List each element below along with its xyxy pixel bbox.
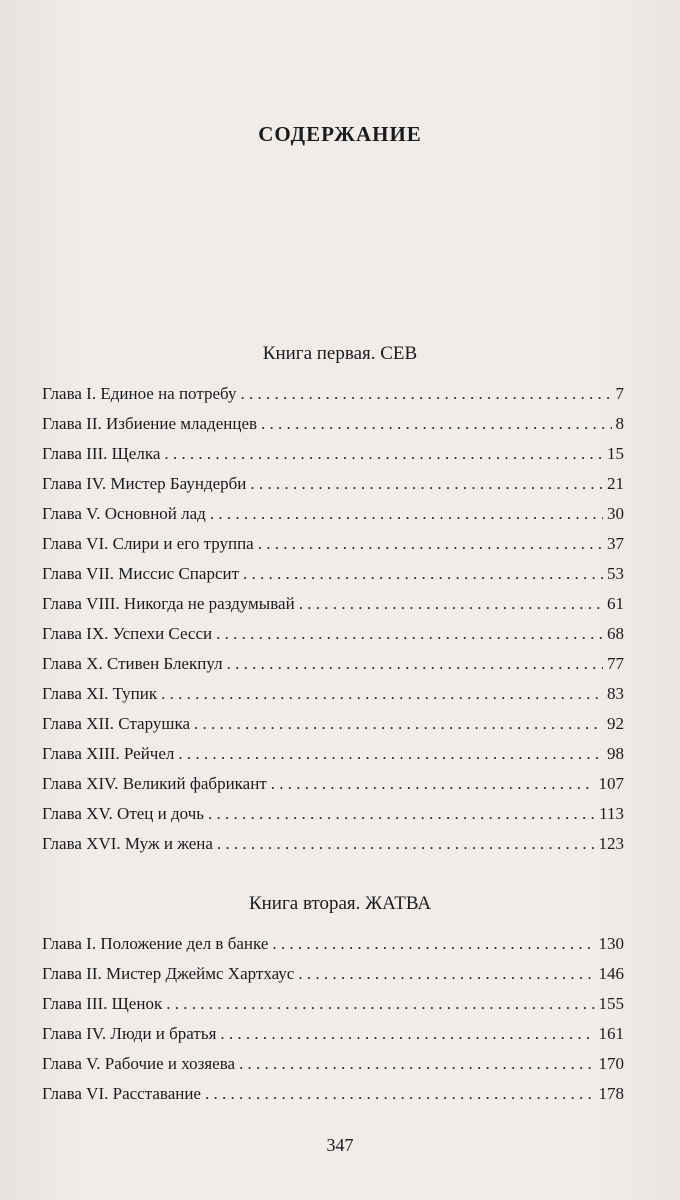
dot-leader (261, 414, 611, 434)
dot-leader (227, 654, 603, 674)
chapter-title: Глава IX. Успехи Сесси (42, 624, 213, 643)
chapter-page-number: 77 (607, 654, 624, 673)
chapter-page-number: 113 (599, 804, 624, 823)
chapter-page-number: 123 (598, 834, 624, 853)
chapter-title: Глава IV. Мистер Баундерби (42, 474, 247, 493)
dot-leader (250, 474, 603, 494)
chapter-page-number: 61 (607, 594, 624, 613)
dot-leader (217, 834, 595, 854)
chapter-page-number: 53 (607, 564, 624, 583)
chapter-title: Глава IV. Люди и братья (42, 1024, 217, 1043)
toc-entry (42, 834, 624, 864)
chapter-title: Глава VII. Миссис Спарсит (42, 564, 240, 583)
chapter-title: Глава V. Основной лад (42, 504, 206, 523)
chapter-page-number: 107 (598, 774, 624, 793)
toc-entry (42, 564, 624, 594)
chapter-page-number: 83 (607, 684, 624, 703)
dot-leader (241, 384, 612, 404)
chapter-page-number: 15 (607, 444, 624, 463)
chapter-page-number: 7 (615, 384, 624, 403)
dot-leader (178, 744, 603, 764)
dot-leader (194, 714, 603, 734)
chapter-page-number: 146 (598, 964, 624, 983)
toc-entry (42, 534, 624, 564)
chapter-title: Глава X. Стивен Блекпул (42, 654, 223, 673)
toc-entry (42, 384, 624, 414)
page-number: 347 (326, 1135, 354, 1155)
chapter-title: Глава III. Щенок (42, 994, 163, 1013)
toc-entry (42, 594, 624, 624)
toc-entry (42, 1084, 624, 1114)
chapter-title: Глава XII. Старушка (42, 714, 190, 733)
toc-entry (42, 1054, 624, 1084)
chapter-page-number: 92 (607, 714, 624, 733)
chapter-page-number: 170 (598, 1054, 624, 1073)
chapter-page-number: 178 (598, 1084, 624, 1103)
dot-leader (208, 804, 595, 824)
toc-entry (42, 654, 624, 684)
toc-entry (42, 804, 624, 834)
dot-leader (239, 1054, 594, 1074)
toc-entry (42, 714, 624, 744)
chapter-page-number: 8 (615, 414, 624, 433)
toc-entry (42, 964, 624, 994)
chapter-title: Глава XIV. Великий фабрикант (42, 774, 267, 793)
dot-leader (271, 774, 595, 794)
dot-leader (299, 594, 603, 614)
chapter-page-number: 98 (607, 744, 624, 763)
chapter-title: Глава XVI. Муж и жена (42, 834, 213, 853)
dot-leader (272, 934, 594, 954)
chapter-title: Глава XI. Тупик (42, 684, 158, 703)
toc-entry (42, 414, 624, 444)
book-one-toc (42, 384, 624, 864)
chapter-page-number: 161 (598, 1024, 624, 1043)
chapter-title: Глава VIII. Никогда не раздумывай (42, 594, 295, 613)
chapter-page-number: 68 (607, 624, 624, 643)
dot-leader (210, 504, 603, 524)
chapter-title: Глава II. Избиение младенцев (42, 414, 258, 433)
chapter-title: Глава VI. Расставание (42, 1084, 201, 1103)
dot-leader (161, 684, 603, 704)
dot-leader (166, 994, 594, 1014)
dot-leader (164, 444, 603, 464)
chapter-title: Глава V. Рабочие и хозяева (42, 1054, 236, 1073)
dot-leader (216, 624, 603, 644)
toc-entry (42, 444, 624, 474)
dot-leader (243, 564, 603, 584)
chapter-title: Глава II. Мистер Джеймс Хартхаус (42, 964, 295, 983)
toc-entry (42, 774, 624, 804)
chapter-title: Глава III. Щелка (42, 444, 161, 463)
chapter-title: Глава XV. Отец и дочь (42, 804, 204, 823)
chapter-page-number: 155 (598, 994, 624, 1013)
dot-leader (298, 964, 594, 984)
chapter-title: Глава I. Положение дел в банке (42, 934, 269, 953)
chapter-page-number: 130 (598, 934, 624, 953)
toc-entry (42, 744, 624, 774)
dot-leader (205, 1084, 595, 1104)
chapter-page-number: 21 (607, 474, 624, 493)
toc-entry (42, 934, 624, 964)
chapter-page-number: 30 (607, 504, 624, 523)
toc-entry (42, 1024, 624, 1054)
dot-leader (258, 534, 603, 554)
chapter-title: Глава I. Единое на потребу (42, 384, 237, 403)
toc-entry (42, 994, 624, 1024)
toc-entry (42, 624, 624, 654)
toc-entry (42, 504, 624, 534)
page-title: СОДЕРЖАНИЕ (258, 122, 422, 146)
chapter-title: Глава VI. Слири и его труппа (42, 534, 254, 553)
chapter-title: Глава XIII. Рейчел (42, 744, 175, 763)
chapter-page-number: 37 (607, 534, 624, 553)
book-two-heading: Книга вторая. ЖАТВА (248, 893, 432, 914)
dot-leader (220, 1024, 594, 1044)
book-one-heading: Книга первая. СЕВ (262, 343, 418, 364)
book-two-toc (42, 934, 624, 1114)
toc-entry (42, 684, 624, 714)
toc-entry (42, 474, 624, 504)
